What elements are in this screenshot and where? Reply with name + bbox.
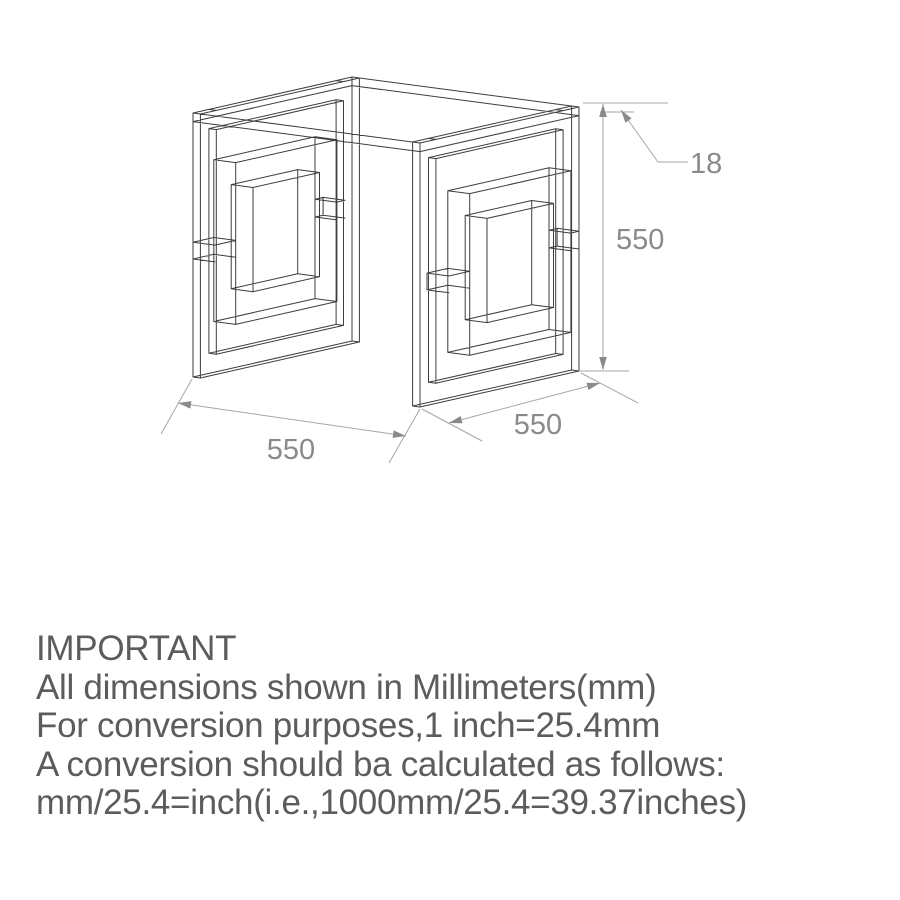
dimension-lines: [161, 103, 688, 463]
dim-label-width: 550: [266, 434, 316, 466]
important-notes: [36, 630, 866, 823]
dimension-labels: [267, 148, 722, 466]
note-line-conversion-example: mm/25.4=inch(i.e.,1000mm/25.4=39.37inches): [36, 783, 748, 823]
note-line-conversion-factor: For conversion purposes,1 inch=25.4mm: [36, 706, 661, 746]
note-line-conversion-rule: A conversion should ba calculated as follows:: [36, 744, 725, 784]
note-line-dimensions: All dimensions shown in Millimeters(mm): [36, 667, 657, 707]
dim-label-height: 550: [616, 224, 665, 256]
notes-heading: IMPORTANT: [36, 629, 237, 668]
dim-label-top-thickness: 18: [690, 148, 723, 180]
dim-label-depth: 550: [513, 409, 563, 441]
table-wireframe: [193, 77, 579, 407]
